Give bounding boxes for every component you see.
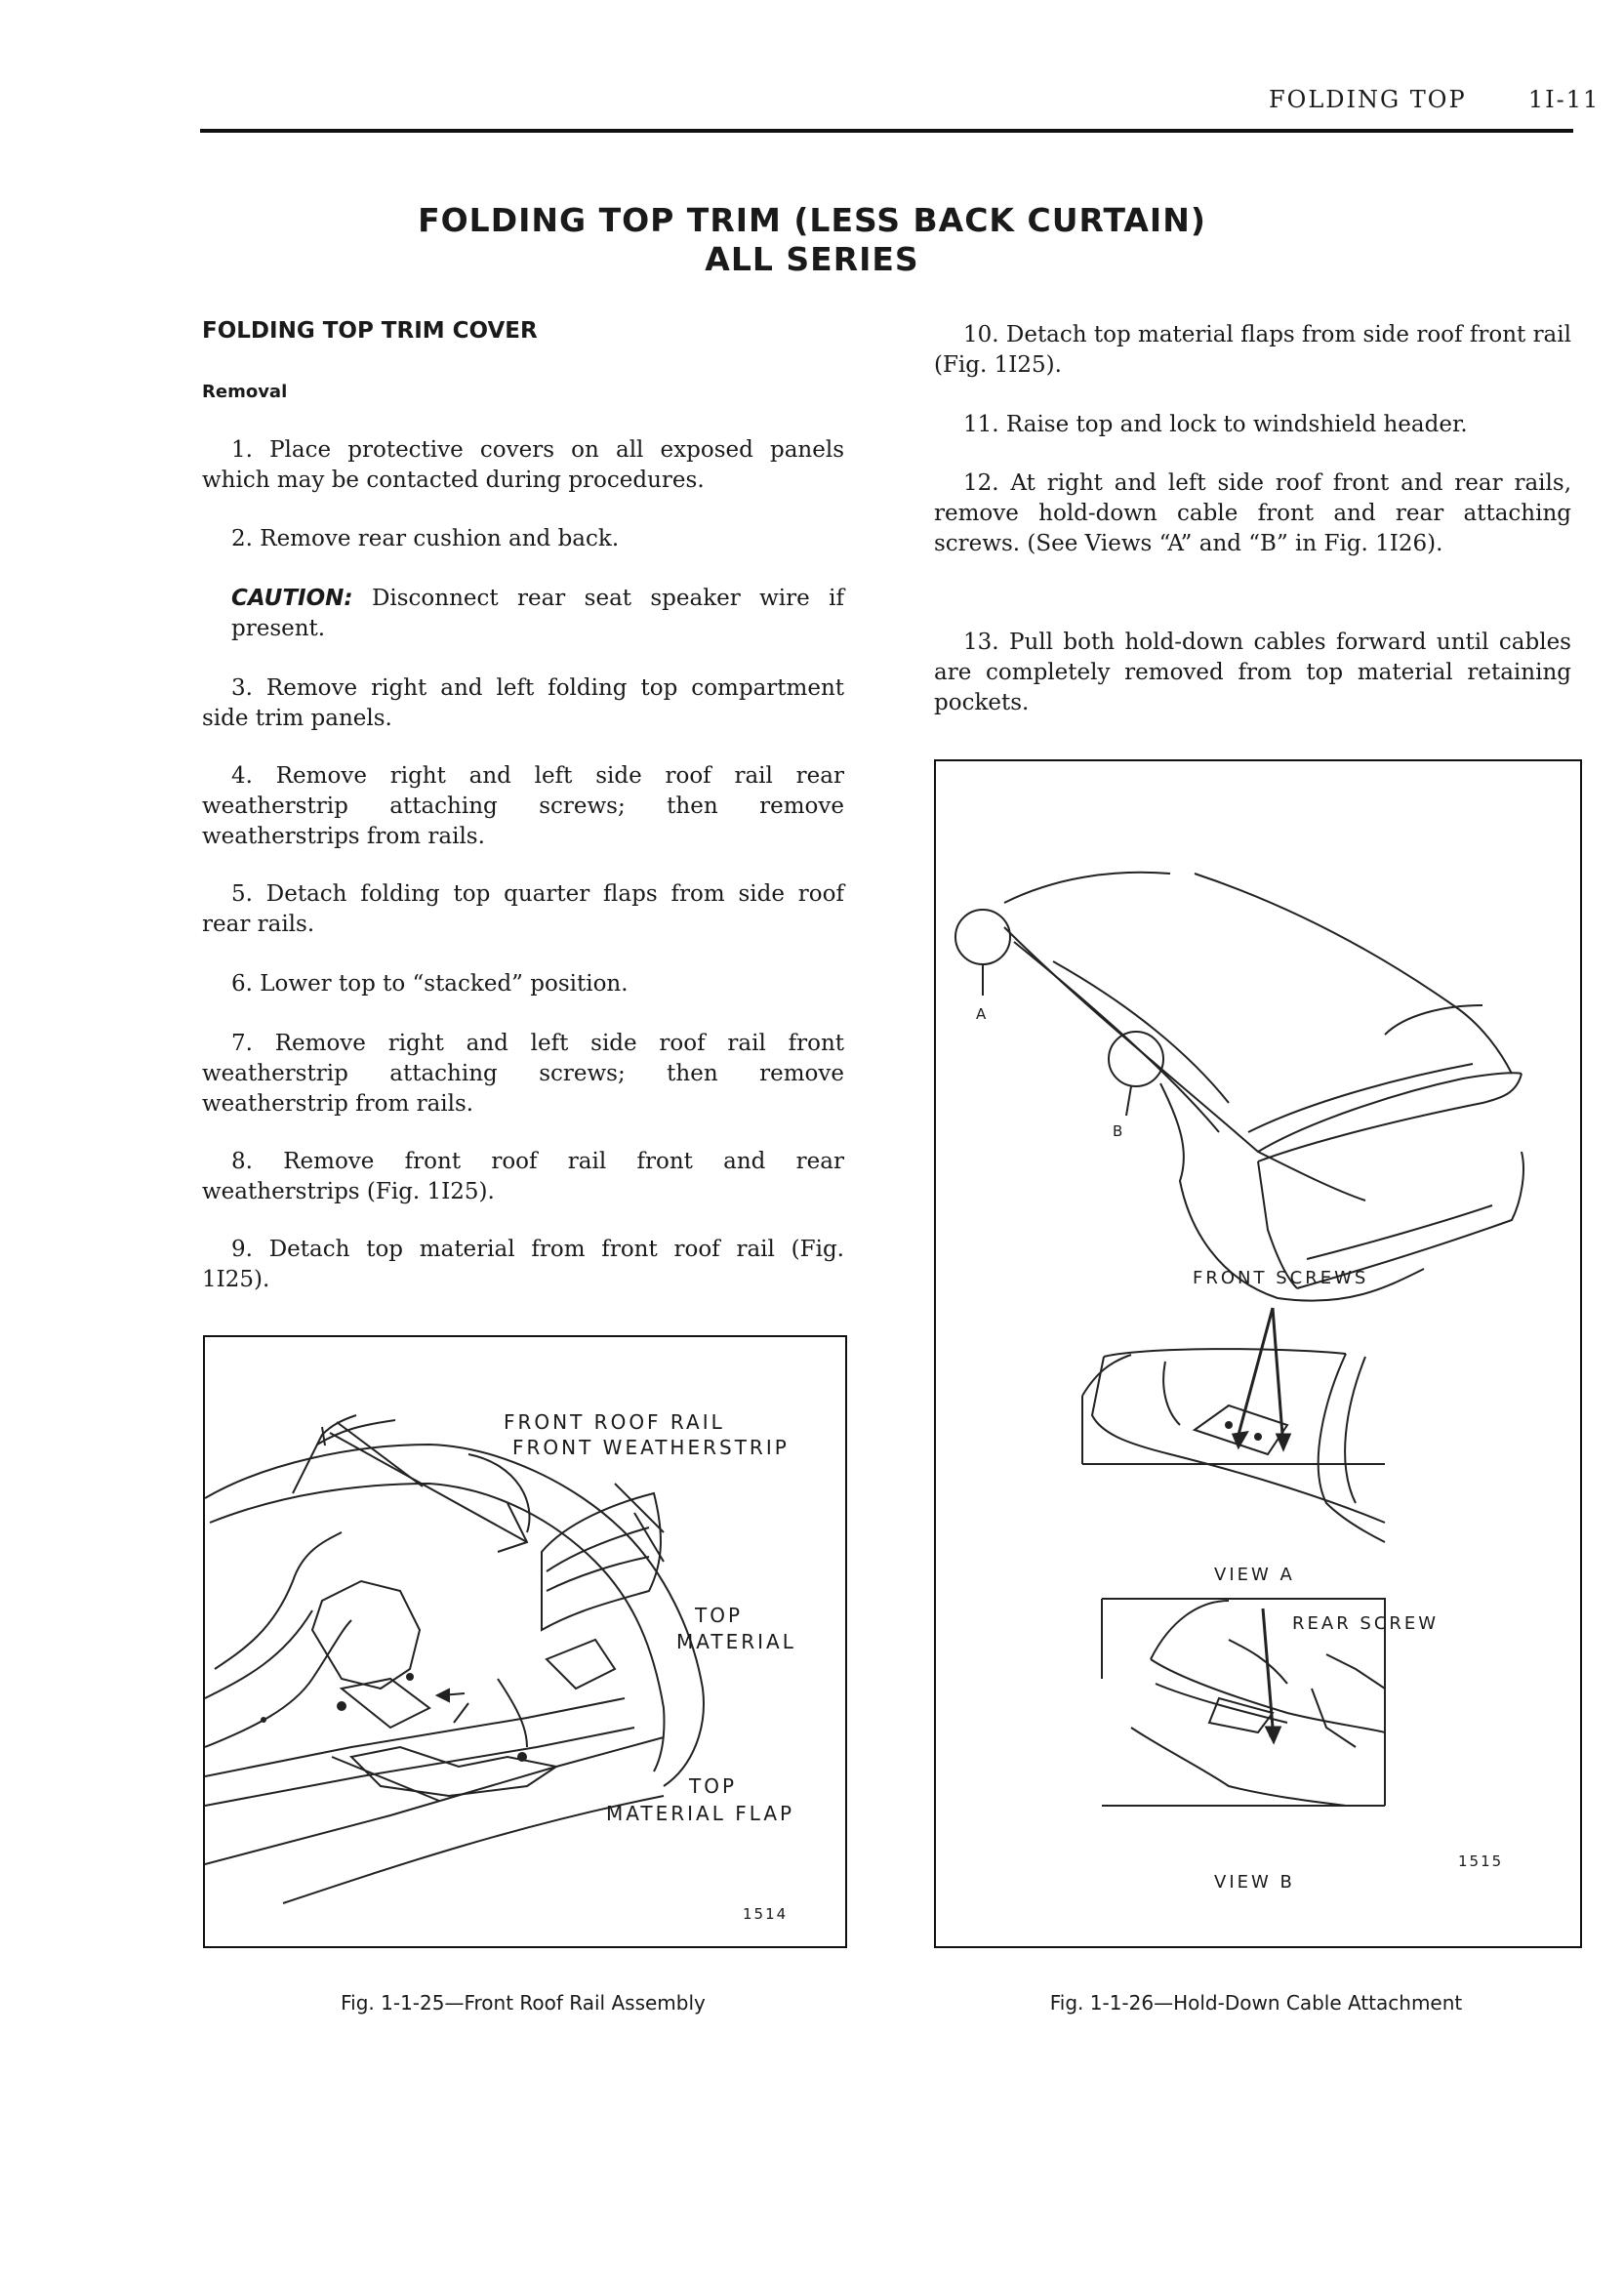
step-1: 1. Place protective covers on all exposed panels which may be contacted during procedures. [202, 437, 844, 493]
page-title [0, 201, 1624, 279]
label-rear-screw: REAR SCREW [1292, 1613, 1440, 1634]
label-top-2: TOP [689, 1774, 738, 1798]
figure-number-1514: 1514 [743, 1905, 789, 1923]
sub-heading: Removal [202, 382, 288, 402]
step-9: 9. Detach top material from front roof rail (Fig. 1I25). [202, 1237, 844, 1292]
running-header [1269, 86, 1600, 113]
caution-text: Disconnect rear seat speaker wire if present. [231, 586, 844, 641]
label-view-b: VIEW B [1214, 1872, 1295, 1893]
caution-note [231, 584, 844, 644]
label-front-roof-rail: FRONT ROOF RAIL [504, 1410, 725, 1434]
step-13: 13. Pull both hold-down cables forward until cables are completely removed from top material retaining pockets. [934, 630, 1571, 715]
label-front-weatherstrip: FRONT WEATHERSTRIP [512, 1436, 790, 1459]
caution-label: CAUTION: [231, 586, 353, 611]
caption-fig-25: Fig. 1-1-25—Front Roof Rail Assembly [341, 1991, 706, 2015]
label-material: MATERIAL [676, 1630, 796, 1653]
section-heading: FOLDING TOP TRIM COVER [202, 318, 538, 344]
step-10: 10. Detach top material flaps from side roof front rail (Fig. 1I25). [934, 322, 1571, 378]
label-view-a: VIEW A [1214, 1565, 1295, 1585]
title-line-2: ALL SERIES [705, 240, 919, 278]
step-5: 5. Detach folding top quarter flaps from side roof rear rails. [202, 881, 844, 937]
label-front-screws: FRONT SCREWS [1193, 1268, 1369, 1288]
hold-down-cable-illustration [936, 761, 1576, 1942]
label-top: TOP [695, 1604, 744, 1627]
step-8: 8. Remove front roof rail front and rear weatherstrips (Fig. 1I25). [202, 1149, 844, 1204]
label-a: A [976, 1005, 989, 1023]
header-rule [200, 129, 1573, 133]
header-section: FOLDING TOP [1269, 86, 1467, 113]
step-2: 2. Remove rear cushion and back. [231, 526, 620, 551]
step-7: 7. Remove right and left side roof rail front weatherstrip attaching screws; then remove weatherstrip from rails. [202, 1031, 844, 1117]
step-3: 3. Remove right and left folding top compartment side trim panels. [202, 675, 844, 731]
figure-number-1515: 1515 [1458, 1852, 1504, 1870]
label-material-flap: MATERIAL FLAP [606, 1802, 795, 1825]
step-11: 11. Raise top and lock to windshield header. [963, 412, 1468, 437]
step-4: 4. Remove right and left side roof rail rear weatherstrip attaching screws; then remove weatherstrips from rails. [202, 763, 844, 849]
label-b: B [1113, 1122, 1125, 1140]
header-page-number: 1I-11 [1527, 86, 1601, 113]
step-6: 6. Lower top to “stacked” position. [231, 971, 629, 997]
step-12: 12. At right and left side roof front and rear rails, remove hold-down cable front and rear attaching screws. (See Views “A” and “B” in Fig. 1I26). [934, 470, 1571, 556]
title-line-1: FOLDING TOP TRIM (LESS BACK CURTAIN) [418, 201, 1206, 239]
caption-fig-26: Fig. 1-1-26—Hold-Down Cable Attachment [1049, 1991, 1463, 2015]
